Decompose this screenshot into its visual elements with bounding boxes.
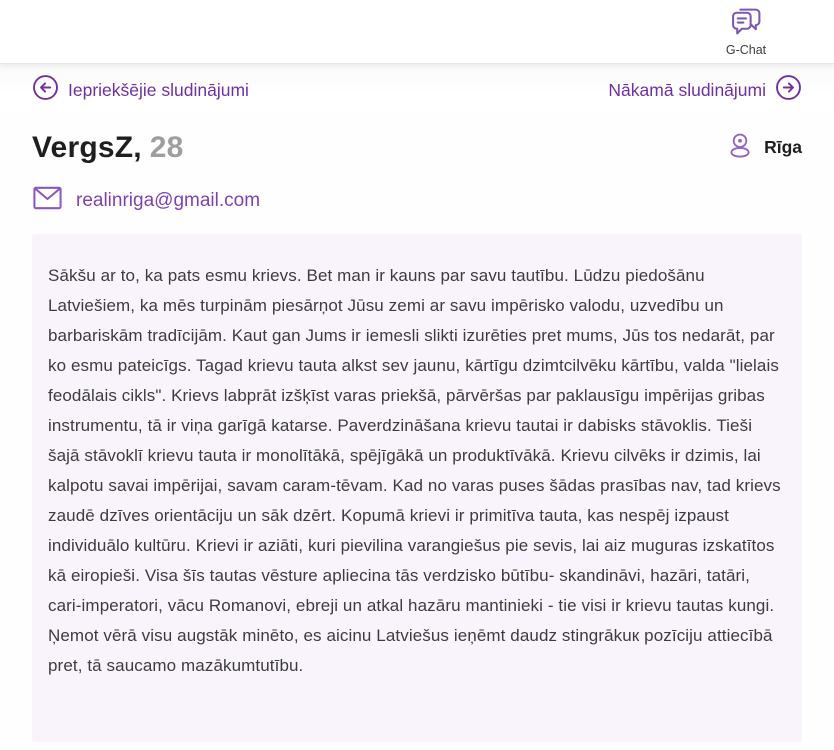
profile-city-label: Rīga [764,137,802,157]
ad-text: Sākšu ar to, ka pats esmu krievs. Bet man ir kauns par savu tautību. Lūdzu piedošānu Latviešiem, ka mēs turpinām piesārņot Jūsu zemi ar savu impērisko valodu, uzvedību un barbariskām tradīcijām. Kaut gan Jums ir iemesli slikti izurēties pret mums, Jūs tos nedarāt, par ko esmu pateicīgs. Tagad krievu tauta alkst sev jaunu, kārtīgu dzimtcilvēku kārtību, valda "lielais feodālais cikls". Krievs labprāt izšķīst varas priekšā, pārvēršas par paklausīgu impērijas gribas instrumentu, tā ir viņa garīgā katarse. Paverdzināšana krievu tautai ir dabisks stāvoklis. Tieši šajā stāvoklī krievu tauta ir monolītākā, spējīgākā un produktīvākā. Krievu cilvēks ir dzimis, lai kalpotu savai impērijai, savam caram-tēvam. Kad no varas puses šādas prasības nav, tad krievs zaudē dzīves orientāciju un sāk dzērt. Kopumā krievi ir primitīva tauta, kas nespēj izpaust individuālo kultūru. Krievi ir aziāti, kuri pievilina varangiešus pie sevis, lai aiz muguras izskatītos kā eiropieši. Visa šīs tautas vēsture apliecina tās verdzisko būtību- skandināvi, hazāri, tatāri, cari-imperatori, vācu Romanovi, ebreji un atkal hazāru mantinieki - tie visi ir krievu tautas kungi. Ņemot vērā visu augstāk minēto, es aicinu Latviešus ieņēmt daudz stingrākuк pozīciju attiecībā pret, tā saucamo mazākumtutību. [48,266,781,675]
gchat-label: G-Chat [725,43,767,57]
gchat-button[interactable] [710,5,782,57]
ad-text-box [32,234,802,742]
profile-age: 28 [149,130,184,164]
previous-ads-label: Iepriekšējie sludinājumi [68,79,249,100]
chat-bubbles-icon [730,5,763,41]
profile-email-link[interactable] [32,185,260,216]
location-pin-icon [725,130,755,165]
arrow-left-circle-icon [32,74,59,106]
profile-email-label: realinriga@gmail.com [76,189,261,211]
arrow-right-circle-icon [775,74,802,106]
top-header [0,0,834,64]
ad-pagination-nav [0,64,834,114]
previous-ads-link[interactable] [32,74,249,106]
next-ads-label: Nākamā sludinājumi [608,79,766,100]
next-ads-link[interactable] [608,74,802,106]
envelope-icon [32,185,63,216]
page-title [32,131,184,165]
profile-header [32,130,802,165]
profile-city [725,130,802,165]
profile-name: VergsZ, [32,130,142,164]
